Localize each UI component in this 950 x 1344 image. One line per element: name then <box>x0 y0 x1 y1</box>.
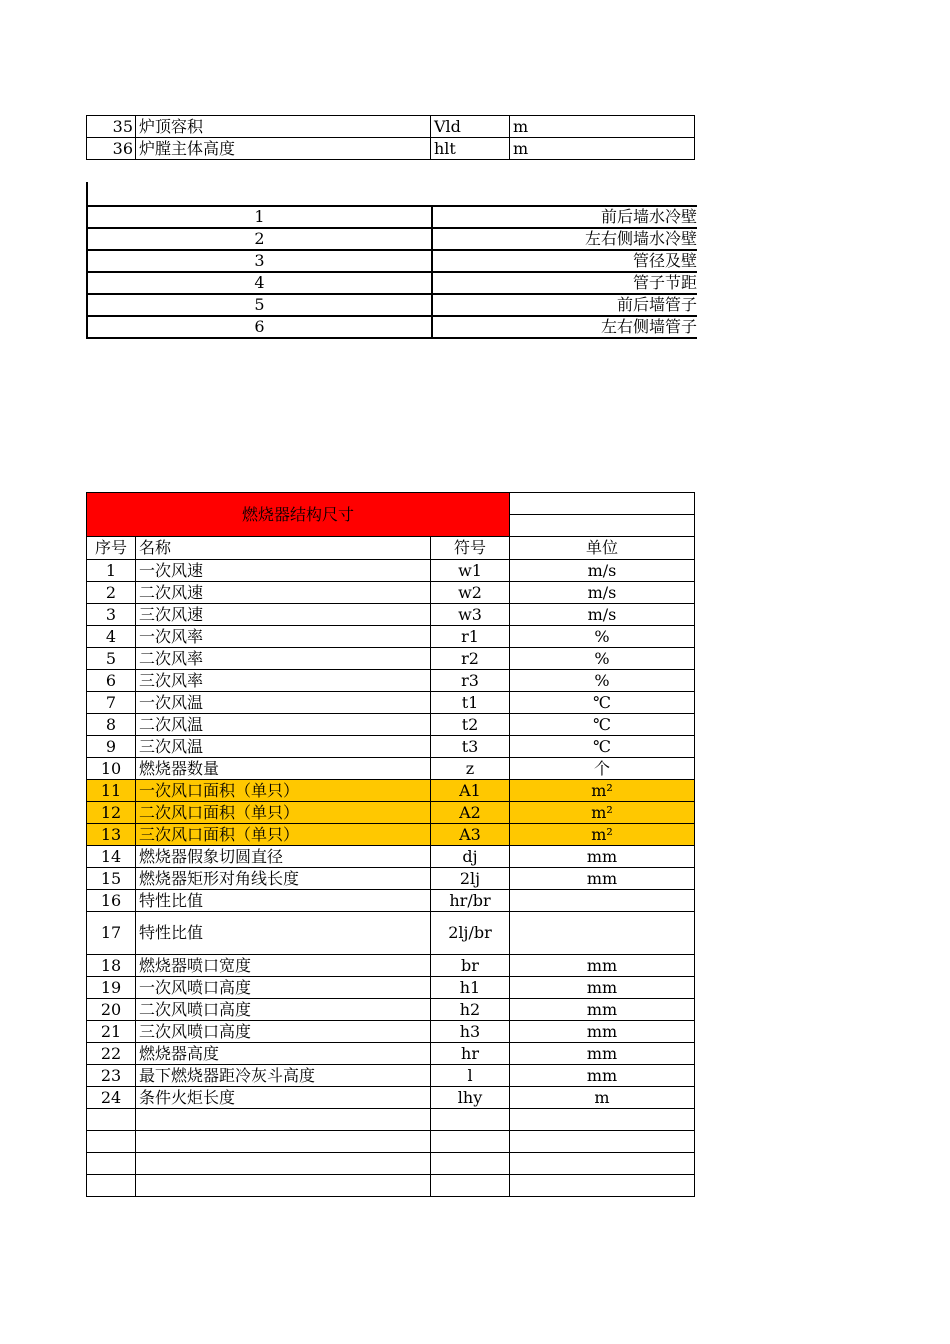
row-number: 9 <box>87 736 136 758</box>
table-row <box>87 868 695 890</box>
row-symbol: 2lj/br <box>431 912 510 955</box>
row-name: 燃烧器数量 <box>136 758 431 780</box>
row-unit: m² <box>510 824 695 846</box>
row-number: 1 <box>87 560 136 582</box>
title-row <box>87 493 695 515</box>
row-name: 特性比值 <box>136 890 431 912</box>
row-name <box>136 1109 431 1131</box>
row-number: 21 <box>87 1021 136 1043</box>
row-number: 11 <box>87 780 136 802</box>
row-number: 12 <box>87 802 136 824</box>
row-number: 7 <box>87 692 136 714</box>
row-text: 前后墙水冷壁 <box>432 206 697 228</box>
row-number: 4 <box>87 626 136 648</box>
row-symbol: t1 <box>431 692 510 714</box>
row-symbol: r1 <box>431 626 510 648</box>
row-number: 2 <box>87 582 136 604</box>
row-number: 6 <box>87 316 432 338</box>
row-symbol: Vld <box>431 116 510 138</box>
row-name <box>136 1175 431 1197</box>
row-symbol: h3 <box>431 1021 510 1043</box>
row-name: 燃烧器假象切圆直径 <box>136 846 431 868</box>
row-symbol <box>431 1131 510 1153</box>
row-name: 特性比值 <box>136 912 431 955</box>
table-row <box>87 1043 695 1065</box>
row-number: 16 <box>87 890 136 912</box>
header-row <box>87 537 695 560</box>
table-border <box>86 182 88 206</box>
row-unit: mm <box>510 999 695 1021</box>
table-row <box>87 582 695 604</box>
row-number: 3 <box>87 250 432 272</box>
row-text: 管子节距 <box>432 272 697 294</box>
row-name: 一次风温 <box>136 692 431 714</box>
row-unit: mm <box>510 846 695 868</box>
row-unit: mm <box>510 955 695 977</box>
empty-cell <box>510 515 695 537</box>
table-row <box>87 228 697 250</box>
row-number <box>87 1175 136 1197</box>
row-number: 2 <box>87 228 432 250</box>
params-table-top <box>86 115 695 160</box>
empty-row <box>87 1109 695 1131</box>
row-name: 二次风速 <box>136 582 431 604</box>
row-symbol: l <box>431 1065 510 1087</box>
row-unit: % <box>510 626 695 648</box>
row-name: 一次风率 <box>136 626 431 648</box>
row-number: 35 <box>87 116 136 138</box>
row-number <box>87 1153 136 1175</box>
row-name: 三次风喷口高度 <box>136 1021 431 1043</box>
row-name: 三次风温 <box>136 736 431 758</box>
table-row <box>87 780 695 802</box>
row-text: 左右侧墙水冷壁 <box>432 228 697 250</box>
row-name: 二次风喷口高度 <box>136 999 431 1021</box>
row-number: 3 <box>87 604 136 626</box>
row-unit: m <box>510 1087 695 1109</box>
row-number: 15 <box>87 868 136 890</box>
row-unit <box>510 1109 695 1131</box>
row-symbol <box>431 1153 510 1175</box>
table-row <box>87 138 695 160</box>
row-symbol: h2 <box>431 999 510 1021</box>
table-row <box>87 670 695 692</box>
table-row <box>87 955 695 977</box>
table-row <box>87 802 695 824</box>
table-row <box>87 626 695 648</box>
table-row <box>87 206 697 228</box>
row-unit: m² <box>510 802 695 824</box>
row-name: 炉膛主体高度 <box>136 138 431 160</box>
row-name: 炉顶容积 <box>136 116 431 138</box>
row-unit: m/s <box>510 560 695 582</box>
row-symbol: A1 <box>431 780 510 802</box>
row-unit: ℃ <box>510 736 695 758</box>
row-number: 24 <box>87 1087 136 1109</box>
row-number: 19 <box>87 977 136 999</box>
row-number <box>87 1109 136 1131</box>
row-name: 三次风速 <box>136 604 431 626</box>
row-text: 左右侧墙管子 <box>432 316 697 338</box>
row-symbol: lhy <box>431 1087 510 1109</box>
row-number: 23 <box>87 1065 136 1087</box>
row-name: 一次风喷口高度 <box>136 977 431 999</box>
row-symbol: dj <box>431 846 510 868</box>
row-unit: m <box>510 116 695 138</box>
row-number: 13 <box>87 824 136 846</box>
row-name: 燃烧器喷口宽度 <box>136 955 431 977</box>
header-no: 序号 <box>87 537 136 560</box>
table-row <box>87 1065 695 1087</box>
row-name: 二次风率 <box>136 648 431 670</box>
empty-row <box>87 1175 695 1197</box>
row-name: 三次风率 <box>136 670 431 692</box>
row-number: 6 <box>87 670 136 692</box>
row-number <box>87 1131 136 1153</box>
row-unit: mm <box>510 1065 695 1087</box>
row-number: 8 <box>87 714 136 736</box>
row-symbol <box>431 1175 510 1197</box>
row-name: 二次风温 <box>136 714 431 736</box>
table-row <box>87 272 697 294</box>
row-unit: mm <box>510 977 695 999</box>
row-unit <box>510 1175 695 1197</box>
row-unit: mm <box>510 1043 695 1065</box>
row-unit <box>510 1131 695 1153</box>
row-name <box>136 1153 431 1175</box>
row-symbol <box>431 1109 510 1131</box>
row-symbol: hr/br <box>431 890 510 912</box>
row-name: 一次风口面积（单只） <box>136 780 431 802</box>
table-row <box>87 912 695 955</box>
row-unit <box>510 912 695 955</box>
row-number: 20 <box>87 999 136 1021</box>
table-row <box>87 846 695 868</box>
table-row <box>87 1021 695 1043</box>
row-unit: % <box>510 670 695 692</box>
row-text: 管径及壁 <box>432 250 697 272</box>
row-name: 条件火炬长度 <box>136 1087 431 1109</box>
row-symbol: w2 <box>431 582 510 604</box>
row-unit <box>510 890 695 912</box>
table-row <box>87 1087 695 1109</box>
table-row <box>87 977 695 999</box>
table-row <box>87 250 697 272</box>
row-number: 17 <box>87 912 136 955</box>
row-symbol: h1 <box>431 977 510 999</box>
row-unit: ℃ <box>510 692 695 714</box>
table-row <box>87 758 695 780</box>
row-number: 5 <box>87 294 432 316</box>
row-number: 18 <box>87 955 136 977</box>
row-symbol: w1 <box>431 560 510 582</box>
row-unit: % <box>510 648 695 670</box>
row-name: 燃烧器矩形对角线长度 <box>136 868 431 890</box>
header-name: 名称 <box>136 537 431 560</box>
burner-dimensions-table <box>86 492 695 1197</box>
row-unit: m/s <box>510 604 695 626</box>
empty-row <box>87 1131 695 1153</box>
row-unit: mm <box>510 868 695 890</box>
row-symbol: z <box>431 758 510 780</box>
table-title: 燃烧器结构尺寸 <box>87 493 510 537</box>
row-symbol: r3 <box>431 670 510 692</box>
row-name: 燃烧器高度 <box>136 1043 431 1065</box>
table-row <box>87 316 697 338</box>
row-name: 三次风口面积（单只） <box>136 824 431 846</box>
row-number: 1 <box>87 206 432 228</box>
table-row <box>87 736 695 758</box>
row-symbol: br <box>431 955 510 977</box>
row-symbol: A2 <box>431 802 510 824</box>
row-unit: m/s <box>510 582 695 604</box>
row-symbol: t2 <box>431 714 510 736</box>
row-symbol: 2lj <box>431 868 510 890</box>
table-row <box>87 824 695 846</box>
row-number: 22 <box>87 1043 136 1065</box>
row-unit: ℃ <box>510 714 695 736</box>
table-row <box>87 116 695 138</box>
table-row <box>87 648 695 670</box>
row-number: 36 <box>87 138 136 160</box>
empty-row <box>87 1153 695 1175</box>
table-row <box>87 294 697 316</box>
table-row <box>87 999 695 1021</box>
water-wall-table <box>86 205 697 339</box>
table-row <box>87 560 695 582</box>
row-name: 二次风口面积（单只） <box>136 802 431 824</box>
row-number: 14 <box>87 846 136 868</box>
row-text: 前后墙管子 <box>432 294 697 316</box>
row-name: 一次风速 <box>136 560 431 582</box>
row-unit: m² <box>510 780 695 802</box>
row-number: 5 <box>87 648 136 670</box>
table-row <box>87 714 695 736</box>
row-symbol: A3 <box>431 824 510 846</box>
row-unit: m <box>510 138 695 160</box>
row-number: 10 <box>87 758 136 780</box>
row-unit <box>510 1153 695 1175</box>
header-symbol: 符号 <box>431 537 510 560</box>
header-unit: 单位 <box>510 537 695 560</box>
table-row <box>87 604 695 626</box>
empty-cell <box>510 493 695 515</box>
row-name <box>136 1131 431 1153</box>
row-symbol: t3 <box>431 736 510 758</box>
row-unit: 个 <box>510 758 695 780</box>
row-symbol: hr <box>431 1043 510 1065</box>
row-name: 最下燃烧器距冷灰斗高度 <box>136 1065 431 1087</box>
row-symbol: w3 <box>431 604 510 626</box>
table-row <box>87 692 695 714</box>
table-row <box>87 890 695 912</box>
row-symbol: hlt <box>431 138 510 160</box>
row-unit: mm <box>510 1021 695 1043</box>
row-number: 4 <box>87 272 432 294</box>
row-symbol: r2 <box>431 648 510 670</box>
